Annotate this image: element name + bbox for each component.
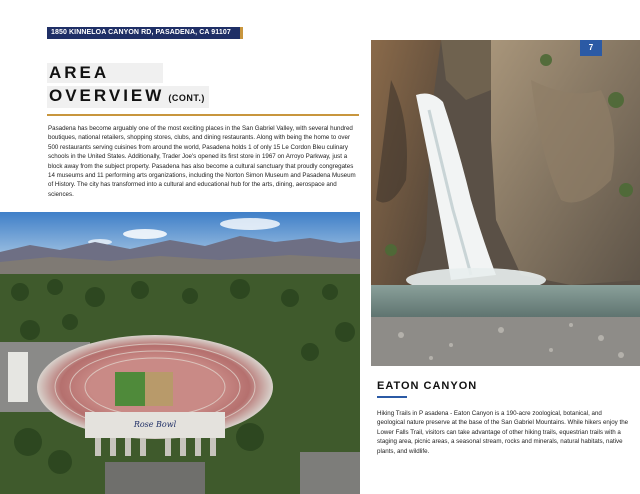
address-header-bar xyxy=(47,27,243,39)
rose-bowl-aerial-photo xyxy=(0,212,360,494)
stadium-sign: Rose Bowl xyxy=(133,420,177,429)
page-title xyxy=(47,63,209,108)
section-paragraph: Hiking Trails in P asadena - Eaton Canyon is a 190-acre zoological, botanical, and geological nature preserve at the base of the San Gabriel Mountains. While hikers enjoy the Lower Falls Trail, visitors can take advantage of other hiking trails, equestrian trails with a staging area, picnic areas, a seasonal stream, rocks and minerals, natural habitats, native plants, and wildlife. xyxy=(377,410,629,455)
title-overview-text: OVERVIEW xyxy=(49,86,165,105)
title-suffix: (CONT.) xyxy=(168,93,205,103)
eaton-canyon-waterfall-photo xyxy=(371,40,640,366)
title-line-area: AREA xyxy=(47,63,163,83)
overview-paragraph: Pasadena has become arguably one of the most exciting places in the San Gabriel Valley, with several hundred boutiques, national retailers, shopping stores, clubs, and dining restaurants. Along with being the home to over 500 restaurants serving cuisines from around the world, Pasadena holds 1 of only 15 Le Cordon Bleu culinary schools in the United States. Additionally, Trader Joe's opened its first store in 1967 on Arroyo Parkway, just a block away from the subject property. Pasadena has also become a cultural sanctuary that proudly congregates 14 museums and 11 performing arts organizations, including the Norton Simon Museum and Pasadena Museum of History. The city has transformed into a cultural and educational hub for the arts, dining, aerospace and sciences. xyxy=(48,125,356,198)
title-divider xyxy=(47,114,359,116)
page-number-badge: 7 xyxy=(580,40,602,56)
address-text: 1850 KINNELOA CANYON RD, PASADENA, CA 91107 xyxy=(51,29,231,36)
section-divider xyxy=(377,396,407,398)
section-title: EATON CANYON xyxy=(377,380,478,392)
title-line-overview xyxy=(47,86,209,108)
